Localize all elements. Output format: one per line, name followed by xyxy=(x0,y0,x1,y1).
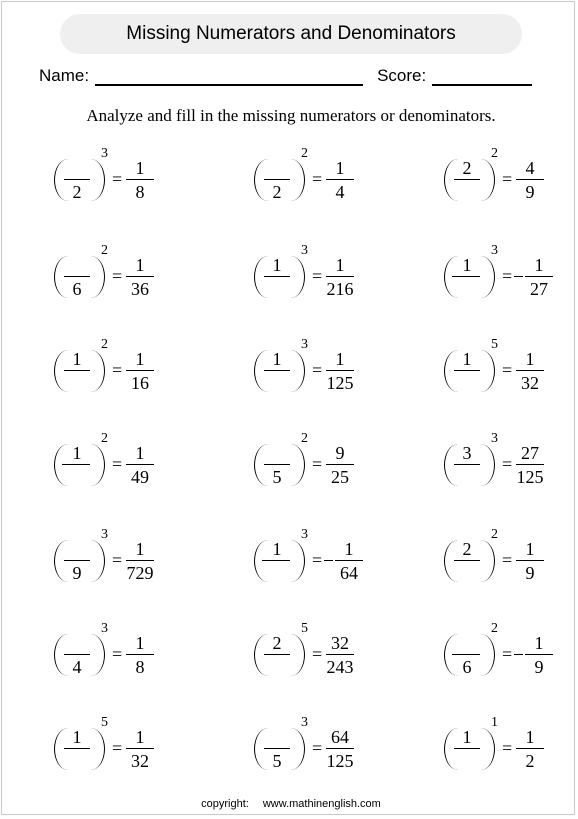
result-numerator: 1 xyxy=(135,539,145,559)
result-numerator: 1 xyxy=(135,633,145,653)
result-numerator: 64 xyxy=(331,727,349,747)
base-fraction xyxy=(454,158,480,204)
result-numerator: 1 xyxy=(525,727,535,747)
result-fraction xyxy=(323,158,357,204)
fraction-bar xyxy=(454,276,480,277)
base-fraction xyxy=(64,443,90,489)
fraction-bar xyxy=(525,276,553,277)
equals-sign: = xyxy=(502,360,513,380)
equals-sign: = xyxy=(502,550,513,570)
fraction-bar xyxy=(64,748,90,749)
fraction-bar xyxy=(264,654,290,655)
score-field[interactable] xyxy=(432,66,532,86)
result-denominator: 49 xyxy=(131,467,149,487)
right-parenthesis xyxy=(91,540,105,582)
worksheet-page xyxy=(1,1,575,815)
base-fraction xyxy=(64,633,90,679)
base-numerator[interactable] xyxy=(64,633,90,653)
base-fraction xyxy=(454,255,480,301)
fraction-bar xyxy=(264,464,290,465)
fraction-bar xyxy=(516,370,544,371)
base-fraction xyxy=(264,539,290,585)
equals-sign: = xyxy=(502,169,513,189)
exponent: 2 xyxy=(101,337,108,352)
result-denominator: 9 xyxy=(525,563,535,583)
equals-sign: = xyxy=(112,644,123,664)
instructions-text: Analyze and fill in the missing numerators or denominators. xyxy=(86,106,496,125)
base-denominator[interactable] xyxy=(264,657,290,677)
equals-sign: = xyxy=(312,738,323,758)
fraction-bar xyxy=(516,560,544,561)
exponent: 3 xyxy=(491,431,498,446)
right-parenthesis xyxy=(91,256,105,298)
base-denominator: 4 xyxy=(72,657,82,677)
problem-item xyxy=(442,337,572,415)
base-numerator[interactable] xyxy=(264,443,290,463)
fraction-bar xyxy=(264,748,290,749)
result-numerator: 1 xyxy=(335,255,345,275)
base-numerator: 2 xyxy=(272,633,282,653)
base-fraction xyxy=(454,443,480,489)
fraction-bar xyxy=(264,370,290,371)
result-denominator: 125 xyxy=(516,467,544,487)
fraction-bar xyxy=(64,370,90,371)
fraction-bar xyxy=(64,654,90,655)
result-denominator: 125 xyxy=(326,373,354,393)
base-numerator: 1 xyxy=(462,349,472,369)
base-denominator[interactable] xyxy=(454,279,480,299)
right-parenthesis xyxy=(291,256,305,298)
base-denominator: 5 xyxy=(272,467,282,487)
fraction-bar xyxy=(126,464,154,465)
base-numerator: 1 xyxy=(72,349,82,369)
result-numerator: 1 xyxy=(135,443,145,463)
result-fraction xyxy=(123,539,157,585)
equals-sign: = xyxy=(502,644,513,664)
base-numerator[interactable] xyxy=(64,539,90,559)
equals-sign: = xyxy=(502,738,513,758)
result-numerator: 1 xyxy=(135,158,145,178)
equals-sign: = xyxy=(312,550,323,570)
base-fraction xyxy=(64,539,90,585)
result-denominator: 9 xyxy=(525,182,535,202)
right-parenthesis xyxy=(481,350,495,392)
fraction-bar xyxy=(326,748,354,749)
base-numerator: 3 xyxy=(462,443,472,463)
base-fraction xyxy=(264,349,290,395)
problem-item xyxy=(52,715,182,793)
base-denominator: 5 xyxy=(272,751,282,771)
problem-item xyxy=(252,337,382,415)
fraction-bar xyxy=(454,654,480,655)
right-parenthesis xyxy=(91,350,105,392)
result-numerator: 1 xyxy=(525,349,535,369)
base-numerator: 1 xyxy=(462,727,472,747)
fraction-bar xyxy=(454,748,480,749)
exponent: 2 xyxy=(491,527,498,542)
fraction-bar xyxy=(126,654,154,655)
base-fraction xyxy=(64,255,90,301)
problem-item xyxy=(52,431,182,509)
exponent: 2 xyxy=(491,621,498,636)
result-fraction xyxy=(513,158,547,204)
equals-sign: = xyxy=(502,266,513,286)
base-numerator[interactable] xyxy=(264,158,290,178)
exponent: 3 xyxy=(101,621,108,636)
base-numerator: 2 xyxy=(462,158,472,178)
exponent: 2 xyxy=(101,431,108,446)
right-parenthesis xyxy=(481,634,495,676)
base-fraction xyxy=(454,633,480,679)
result-denominator: 216 xyxy=(326,279,354,299)
right-parenthesis xyxy=(91,728,105,770)
right-parenthesis xyxy=(481,256,495,298)
fraction-bar xyxy=(326,654,354,655)
exponent: 1 xyxy=(491,715,498,730)
base-denominator: 6 xyxy=(462,657,472,677)
right-parenthesis xyxy=(91,444,105,486)
exponent: 3 xyxy=(101,146,108,161)
base-denominator[interactable] xyxy=(454,182,480,202)
result-denominator: 27 xyxy=(530,279,548,299)
fraction-bar xyxy=(335,560,363,561)
exponent: 3 xyxy=(301,527,308,542)
result-denominator: 729 xyxy=(126,563,154,583)
equals-sign: = xyxy=(112,454,123,474)
fraction-bar xyxy=(454,464,480,465)
result-denominator: 36 xyxy=(131,279,149,299)
problem-item xyxy=(252,243,382,321)
base-fraction xyxy=(454,539,480,585)
result-fraction xyxy=(323,349,357,395)
problem-item xyxy=(252,621,382,699)
result-fraction xyxy=(123,633,157,679)
site-url: www.mathinenglish.com xyxy=(262,798,381,810)
base-fraction xyxy=(264,727,290,773)
base-denominator[interactable] xyxy=(64,373,90,393)
result-fraction xyxy=(123,727,157,773)
problem-item xyxy=(442,527,572,605)
equals-sign: = xyxy=(312,360,323,380)
result-numerator: 1 xyxy=(135,255,145,275)
equals-sign: = xyxy=(112,360,123,380)
base-fraction xyxy=(454,349,480,395)
result-fraction xyxy=(513,443,547,489)
result-fraction xyxy=(123,255,157,301)
result-denominator: 16 xyxy=(131,373,149,393)
result-fraction xyxy=(323,633,357,679)
exponent: 5 xyxy=(301,621,308,636)
right-parenthesis xyxy=(481,159,495,201)
result-fraction xyxy=(522,633,556,679)
fraction-bar xyxy=(264,276,290,277)
base-numerator: 1 xyxy=(72,727,82,747)
exponent: 5 xyxy=(101,715,108,730)
exponent: 2 xyxy=(491,146,498,161)
result-numerator: 1 xyxy=(135,349,145,369)
right-parenthesis xyxy=(291,540,305,582)
equals-sign: = xyxy=(502,454,513,474)
problem-item xyxy=(52,243,182,321)
result-fraction xyxy=(513,727,547,773)
base-numerator[interactable] xyxy=(264,727,290,747)
base-fraction xyxy=(64,727,90,773)
exponent: 2 xyxy=(101,243,108,258)
result-numerator: 1 xyxy=(525,539,535,559)
problem-item xyxy=(252,146,382,224)
fraction-bar xyxy=(326,464,354,465)
fraction-bar xyxy=(326,276,354,277)
right-parenthesis xyxy=(291,728,305,770)
base-fraction xyxy=(264,158,290,204)
equals-sign: = xyxy=(312,454,323,474)
base-numerator: 1 xyxy=(272,255,282,275)
base-denominator[interactable] xyxy=(454,467,480,487)
worksheet-title: Missing Numerators and Denominators xyxy=(60,14,522,54)
base-numerator: 1 xyxy=(72,443,82,463)
name-score-row xyxy=(39,62,549,86)
result-denominator: 25 xyxy=(331,467,349,487)
base-numerator: 1 xyxy=(272,539,282,559)
fraction-bar xyxy=(64,464,90,465)
result-fraction xyxy=(522,255,556,301)
result-numerator: 1 xyxy=(335,349,345,369)
equals-sign: = xyxy=(312,266,323,286)
fraction-bar xyxy=(64,560,90,561)
fraction-bar xyxy=(516,179,544,180)
fraction-bar xyxy=(516,748,544,749)
fraction-bar xyxy=(454,560,480,561)
equals-sign: = xyxy=(112,266,123,286)
exponent: 3 xyxy=(491,243,498,258)
base-denominator[interactable] xyxy=(264,373,290,393)
score-label: Score: xyxy=(377,66,427,85)
problem-item xyxy=(442,146,572,224)
problem-item xyxy=(442,715,572,793)
problem-item xyxy=(52,621,182,699)
result-numerator: 1 xyxy=(534,255,544,275)
name-field[interactable] xyxy=(95,66,363,86)
right-parenthesis xyxy=(91,159,105,201)
fraction-bar xyxy=(126,560,154,561)
base-numerator[interactable] xyxy=(454,633,480,653)
copyright-label: copyright: xyxy=(201,798,249,810)
right-parenthesis xyxy=(481,540,495,582)
base-denominator[interactable] xyxy=(454,751,480,771)
right-parenthesis xyxy=(291,444,305,486)
result-denominator: 64 xyxy=(340,563,358,583)
base-denominator[interactable] xyxy=(64,751,90,771)
result-numerator: 1 xyxy=(335,158,345,178)
result-denominator: 125 xyxy=(326,751,354,771)
result-fraction xyxy=(323,255,357,301)
equals-sign: = xyxy=(312,169,323,189)
result-denominator: 9 xyxy=(534,657,544,677)
problem-item xyxy=(52,337,182,415)
result-numerator: 4 xyxy=(525,158,535,178)
base-numerator: 1 xyxy=(462,255,472,275)
footer xyxy=(2,798,578,810)
problem-item xyxy=(442,621,572,699)
fraction-bar xyxy=(264,560,290,561)
base-denominator[interactable] xyxy=(64,467,90,487)
fraction-bar xyxy=(64,179,90,180)
base-denominator: 2 xyxy=(72,182,82,202)
fraction-bar xyxy=(64,276,90,277)
fraction-bar xyxy=(516,464,544,465)
right-parenthesis xyxy=(291,634,305,676)
equals-sign: = xyxy=(312,644,323,664)
exponent: 3 xyxy=(101,527,108,542)
base-fraction xyxy=(264,633,290,679)
result-fraction xyxy=(323,443,357,489)
problem-item xyxy=(52,527,182,605)
fraction-bar xyxy=(454,179,480,180)
result-numerator: 9 xyxy=(335,443,345,463)
base-denominator[interactable] xyxy=(454,563,480,583)
problem-item xyxy=(442,431,572,509)
equals-sign: = xyxy=(112,169,123,189)
fraction-bar xyxy=(525,654,553,655)
right-parenthesis xyxy=(291,159,305,201)
base-fraction xyxy=(264,443,290,489)
exponent: 3 xyxy=(301,715,308,730)
equals-sign: = xyxy=(112,738,123,758)
base-fraction xyxy=(64,349,90,395)
fraction-bar xyxy=(326,370,354,371)
result-fraction xyxy=(323,727,357,773)
fraction-bar xyxy=(126,179,154,180)
base-numerator[interactable] xyxy=(64,255,90,275)
base-denominator: 9 xyxy=(72,563,82,583)
problem-item xyxy=(252,431,382,509)
result-denominator: 2 xyxy=(525,751,535,771)
result-fraction xyxy=(123,158,157,204)
result-numerator: 27 xyxy=(521,443,539,463)
right-parenthesis xyxy=(291,350,305,392)
exponent: 3 xyxy=(301,243,308,258)
right-parenthesis xyxy=(91,634,105,676)
result-fraction xyxy=(123,443,157,489)
fraction-bar xyxy=(326,179,354,180)
base-fraction xyxy=(454,727,480,773)
result-numerator: 1 xyxy=(135,727,145,747)
base-numerator[interactable] xyxy=(64,158,90,178)
base-denominator[interactable] xyxy=(454,373,480,393)
result-denominator: 4 xyxy=(335,182,345,202)
result-numerator: 1 xyxy=(344,539,354,559)
result-fraction xyxy=(513,349,547,395)
fraction-bar xyxy=(126,276,154,277)
right-parenthesis xyxy=(481,728,495,770)
result-denominator: 243 xyxy=(326,657,354,677)
result-fraction xyxy=(332,539,366,585)
problem-item xyxy=(442,243,572,321)
base-denominator[interactable] xyxy=(264,563,290,583)
exponent: 2 xyxy=(301,431,308,446)
base-numerator: 1 xyxy=(272,349,282,369)
result-denominator: 8 xyxy=(135,657,145,677)
fraction-bar xyxy=(126,370,154,371)
base-denominator: 2 xyxy=(272,182,282,202)
result-denominator: 32 xyxy=(521,373,539,393)
name-label: Name: xyxy=(39,66,90,85)
exponent: 3 xyxy=(301,337,308,352)
result-numerator: 1 xyxy=(534,633,544,653)
problem-item xyxy=(52,146,182,224)
exponent: 2 xyxy=(301,146,308,161)
base-denominator[interactable] xyxy=(264,279,290,299)
result-numerator: 32 xyxy=(331,633,349,653)
base-denominator: 6 xyxy=(72,279,82,299)
base-fraction xyxy=(64,158,90,204)
fraction-bar xyxy=(454,370,480,371)
exponent: 5 xyxy=(491,337,498,352)
fraction-bar xyxy=(126,748,154,749)
problem-item xyxy=(252,527,382,605)
result-denominator: 8 xyxy=(135,182,145,202)
fraction-bar xyxy=(264,179,290,180)
base-fraction xyxy=(264,255,290,301)
result-fraction xyxy=(513,539,547,585)
result-fraction xyxy=(123,349,157,395)
problem-item xyxy=(252,715,382,793)
equals-sign: = xyxy=(112,550,123,570)
right-parenthesis xyxy=(481,444,495,486)
base-numerator: 2 xyxy=(462,539,472,559)
result-denominator: 32 xyxy=(131,751,149,771)
